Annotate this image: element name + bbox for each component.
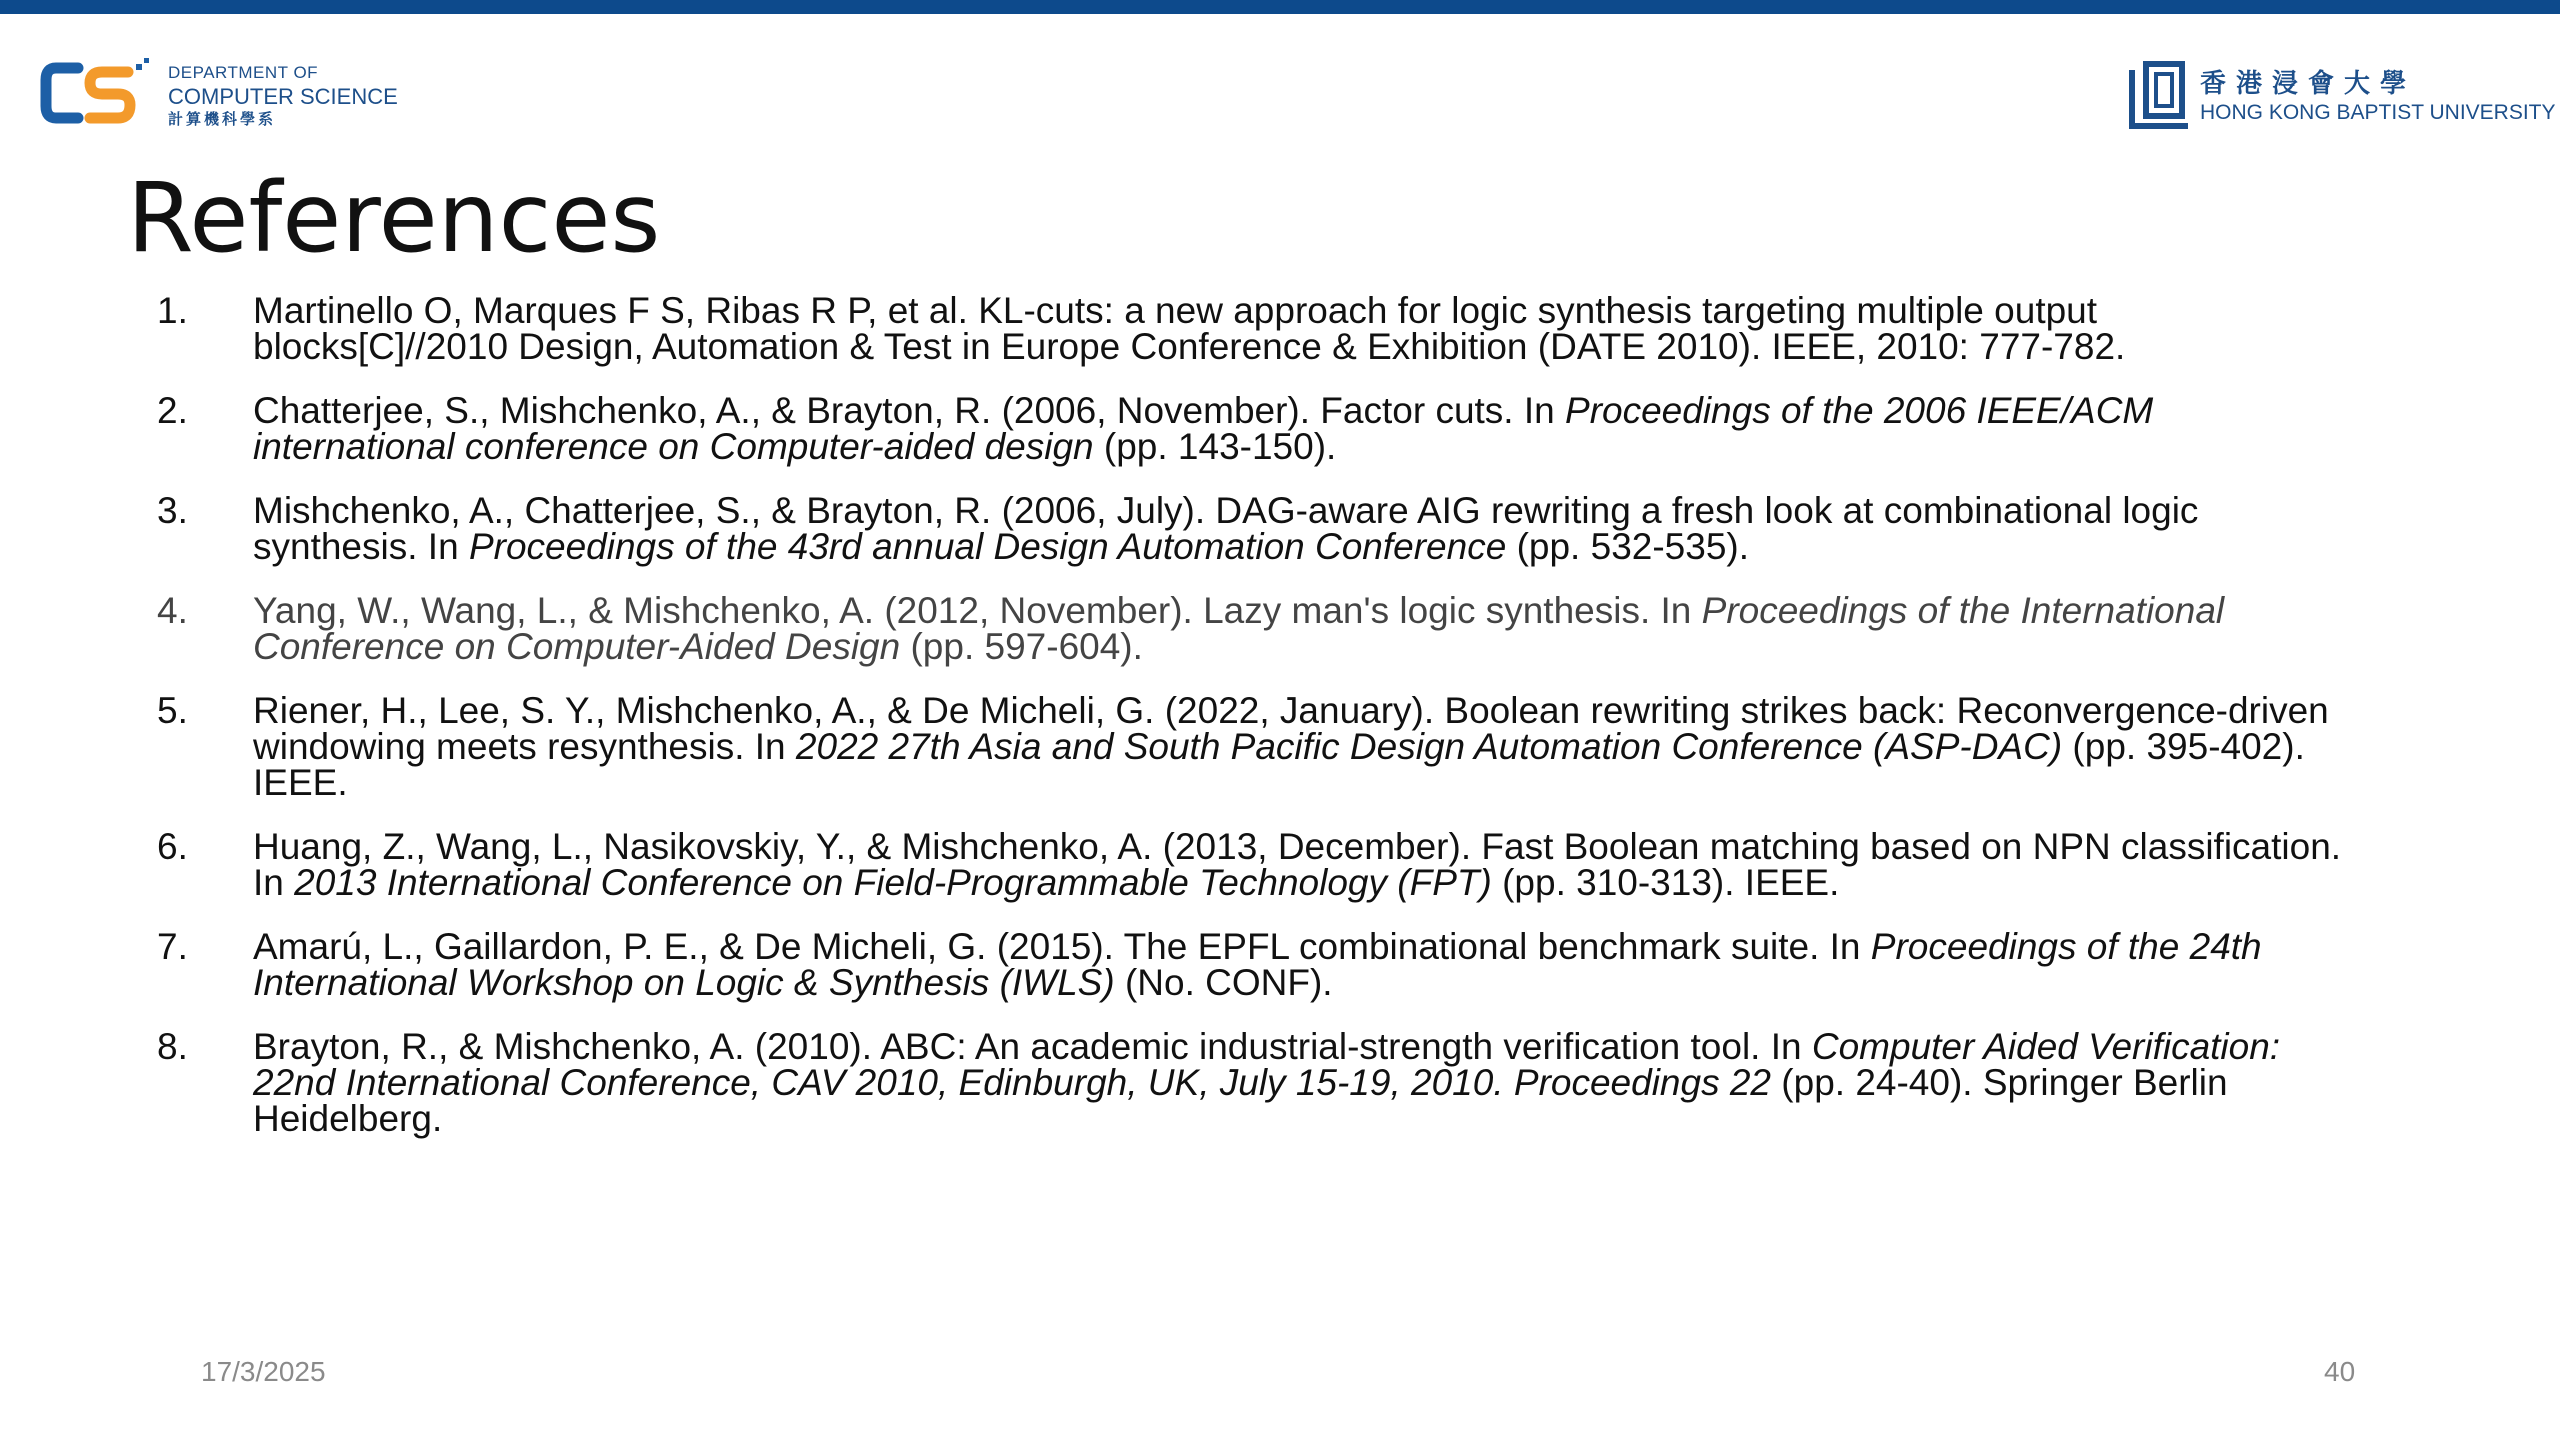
- reference-item: [150, 690, 2350, 803]
- reference-item: [150, 1026, 2350, 1139]
- reference-text: [253, 926, 2350, 1003]
- reference-text: [253, 290, 2350, 367]
- reference-segment: (pp. 532-535).: [1506, 526, 1750, 567]
- reference-text: [253, 1026, 2350, 1139]
- page-number: 40: [2324, 1356, 2356, 1387]
- cs-logo-icon: [40, 58, 160, 138]
- reference-number: 6.: [157, 826, 188, 867]
- reference-item: [150, 290, 2350, 367]
- reference-segment: (No. CONF).: [1114, 962, 1333, 1003]
- footer-date: 17/3/2025: [201, 1356, 326, 1387]
- reference-segment: Chatterjee, S., Mishchenko, A., & Brayton, R. (2006, November). Factor cuts. In: [253, 390, 1566, 431]
- reference-number: 3.: [157, 490, 188, 531]
- reference-number: 5.: [157, 690, 188, 731]
- reference-number: 7.: [157, 926, 188, 967]
- reference-venue: Proceedings of the 43rd annual Design Automation Conference: [468, 526, 1507, 567]
- reference-segment: Amarú, L., Gaillardon, P. E., & De Micheli, G. (2015). The EPFL combinational benchmark suite. In: [253, 926, 1871, 967]
- reference-segment: Brayton, R., & Mishchenko, A. (2010). ABC: An academic industrial-strength verification tool. In: [253, 1026, 1812, 1067]
- reference-segment: (pp. 597-604).: [900, 626, 1143, 667]
- reference-segment: (pp. 310-313). IEEE.: [1491, 862, 1840, 903]
- reference-segment: Riener, H., Lee, S. Y., Mishchenko, A., & De Micheli, G. (2022, January). Boolean rewriting strikes back: Reconvergence-driven windowing meets resynthesis. In: [253, 690, 2329, 767]
- reference-item: [150, 826, 2350, 903]
- dept-logo-line1: DEPARTMENT OF: [168, 63, 319, 82]
- reference-segment: (pp. 143-150).: [1093, 426, 1337, 467]
- reference-segment: Huang, Z., Wang, L., Nasikovskiy, Y., & Mishchenko, A. (2013, December). Fast Boolean matching based on NPN classification. In: [253, 826, 2342, 903]
- dept-logo-line2: COMPUTER SCIENCE: [168, 84, 398, 109]
- reference-venue: 2022 27th Asia and South Pacific Design Automation Conference (ASP-DAC): [795, 726, 2063, 767]
- reference-item: [150, 390, 2350, 467]
- reference-text: [253, 490, 2350, 567]
- uni-logo-chinese-name: 香港浸會大學: [2200, 69, 2417, 99]
- reference-item: [150, 590, 2350, 667]
- reference-number: 8.: [157, 1026, 188, 1067]
- reference-number: 2.: [157, 390, 188, 431]
- top-accent-bar: [0, 0, 2560, 14]
- department-logo: [40, 58, 400, 138]
- reference-venue: Proceedings of the International Conference on Computer-Aided Design: [253, 590, 2225, 667]
- reference-segment: Mishchenko, A., Chatterjee, S., & Brayton, R. (2006, July). DAG-aware AIG rewriting a fresh look at combinational logic synthesis. In: [253, 490, 2199, 567]
- reference-venue: Proceedings of the 24th International Workshop on Logic & Synthesis (IWLS): [253, 926, 2262, 1003]
- reference-segment: (pp. 24-40). Springer Berlin Heidelberg.: [253, 1062, 2228, 1139]
- reference-text: [253, 390, 2350, 467]
- reference-venue: Computer Aided Verification: 22nd International Conference, CAV 2010, Edinburgh, UK, July 15-19, 2010. Proceedings 22: [253, 1026, 2281, 1103]
- reference-item: [150, 926, 2350, 1003]
- reference-text: [253, 690, 2350, 803]
- reference-list: [150, 290, 2350, 1165]
- reference-venue: 2013 International Conference on Field-Programmable Technology (FPT): [294, 862, 1492, 903]
- reference-number: 1.: [157, 290, 188, 331]
- slide-title: References: [127, 162, 661, 274]
- reference-text: [253, 590, 2350, 667]
- reference-segment: (pp. 395-402). IEEE.: [253, 726, 2305, 803]
- university-logo: [2128, 60, 2556, 140]
- reference-item: [150, 490, 2350, 567]
- reference-number: 4.: [157, 590, 188, 631]
- reference-text: [253, 826, 2350, 903]
- hkbu-crest-icon: [2128, 60, 2194, 136]
- reference-venue: Proceedings of the 2006 IEEE/ACM international conference on Computer-aided design: [253, 390, 2154, 467]
- reference-segment: Yang, W., Wang, L., & Mishchenko, A. (2012, November). Lazy man's logic synthesis. In: [253, 590, 1702, 631]
- uni-logo-english-name: HONG KONG BAPTIST UNIVERSITY: [2200, 101, 2556, 124]
- reference-segment: Martinello O, Marques F S, Ribas R P, et al. KL-cuts: a new approach for logic synthesis targeting multiple output blocks[C]//2010 Design, Automation & Test in Europe Conference & Exhibition (DATE 2010). IEEE, 2010: 777-782.: [253, 290, 2126, 367]
- dept-logo-line3: 計算機科學系: [168, 111, 277, 128]
